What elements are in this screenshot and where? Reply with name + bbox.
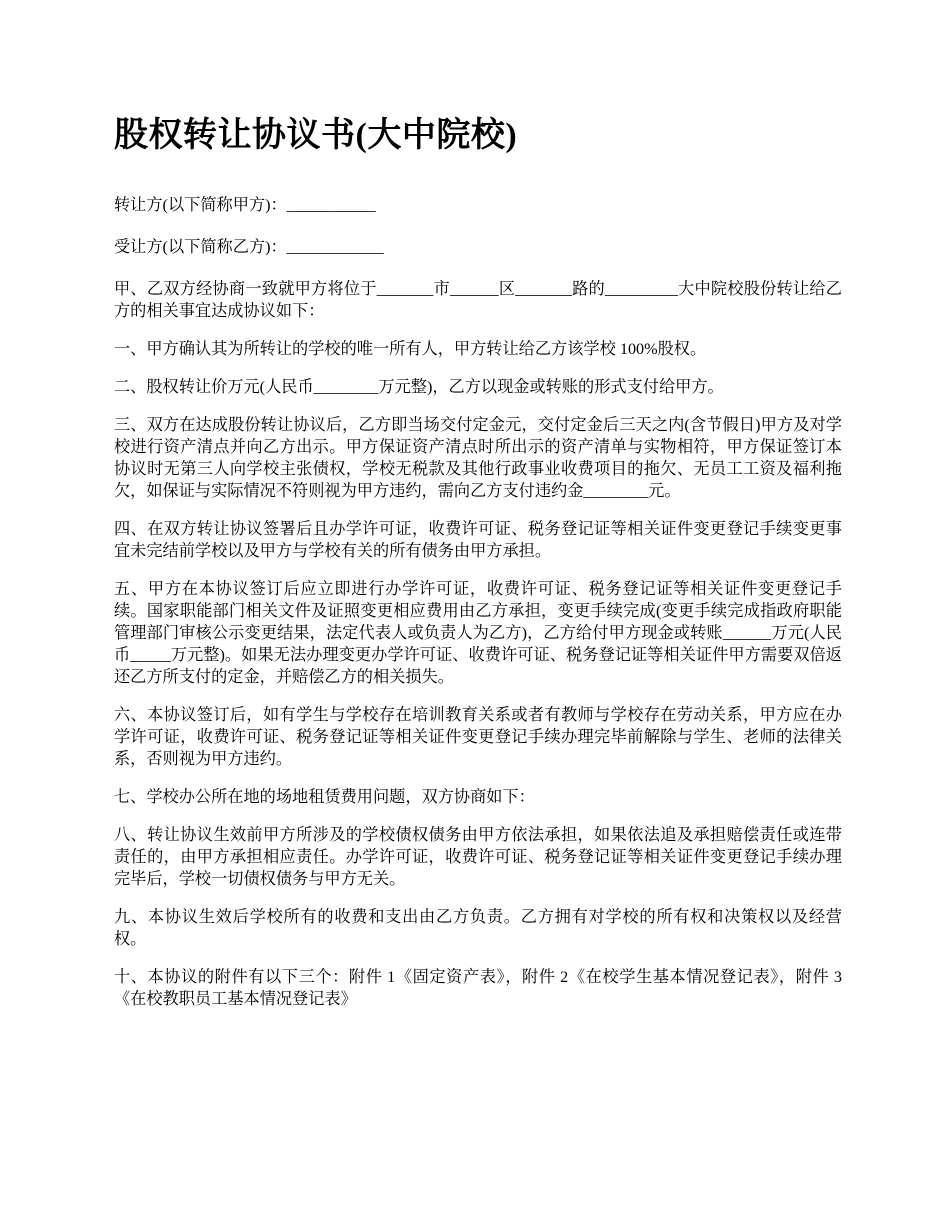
transferor-line: 转让方(以下简称甲方)：___________ — [114, 196, 376, 214]
document-title: 股权转让协议书(大中院校) — [114, 117, 518, 154]
document-page — [114, 112, 842, 1026]
preamble-paragraph: 甲、乙双方经协商一致就甲方将位于_______市______区_______路的_________大中院校股份转让给乙方的相关事宜达成协议如下： — [114, 280, 842, 320]
clause-10: 十、本协议的附件有以下三个：附件 1《固定资产表》，附件 2《在校学生基本情况登记表》，附件 3《在校教职员工基本情况登记表》 — [114, 968, 842, 1008]
clause-2: 二、股权转让价万元(人民币________万元整)，乙方以现金或转账的形式支付给甲方。 — [114, 378, 724, 396]
clause-1: 一、甲方确认其为所转让的学校的唯一所有人，甲方转让给乙方该学校 100%股权。 — [114, 340, 707, 358]
clause-8: 八、转让协议生效前甲方所涉及的学校债权债务由甲方依法承担，如果依法追及承担赔偿责任或连带责任的，由甲方承担相应责任。办学许可证，收费许可证、税务登记证等相关证件变更登记手续办理完毕后，学校一切债权债务与甲方无关。 — [114, 826, 842, 888]
clause-7: 七、学校办公所在地的场地租赁费用问题，双方协商如下： — [114, 788, 535, 806]
clause-4: 四、在双方转让协议签署后且办学许可证，收费许可证、税务登记证等相关证件变更登记手续变更事宜未完结前学校以及甲方与学校有关的所有债务由甲方承担。 — [114, 520, 842, 560]
clause-9: 九、本协议生效后学校所有的收费和支出由乙方负责。乙方拥有对学校的所有权和决策权以及经营权。 — [114, 908, 842, 948]
clause-3: 三、双方在达成股份转让协议后，乙方即当场交付定金元，交付定金后三天之内(含节假日)甲方及对学校进行资产清点并向乙方出示。甲方保证资产清点时所出示的资产清单与实物相符，甲方保证签订本协议时无第三人向学校主张债权，学校无税款及其他行政事业收费项目的拖欠、无员工工资及福利拖欠，如保证与实际情况不符则视为甲方违约，需向乙方支付违约金________元。 — [114, 416, 842, 500]
clause-5: 五、甲方在本协议签订后应立即进行办学许可证，收费许可证、税务登记证等相关证件变更登记手续。国家职能部门相关文件及证照变更相应费用由乙方承担，变更手续完成(变更手续完成指政府职能管理部门审核公示变更结果，法定代表人或负责人为乙方)，乙方给付甲方现金或转账______万元(人民币_____万元整)。如果无法办理变更办学许可证、收费许可证、税务登记证等相关证件甲方需要双倍返还乙方所支付的定金，并赔偿乙方的相关损失。 — [114, 580, 842, 686]
clause-6: 六、本协议签订后，如有学生与学校存在培训教育关系或者有教师与学校存在劳动关系，甲方应在办学许可证，收费许可证、税务登记证等相关证件变更登记手续办理完毕前解除与学生、老师的法律关系，否则视为甲方违约。 — [114, 706, 842, 768]
transferee-line: 受让方(以下简称乙方)：____________ — [114, 238, 384, 256]
